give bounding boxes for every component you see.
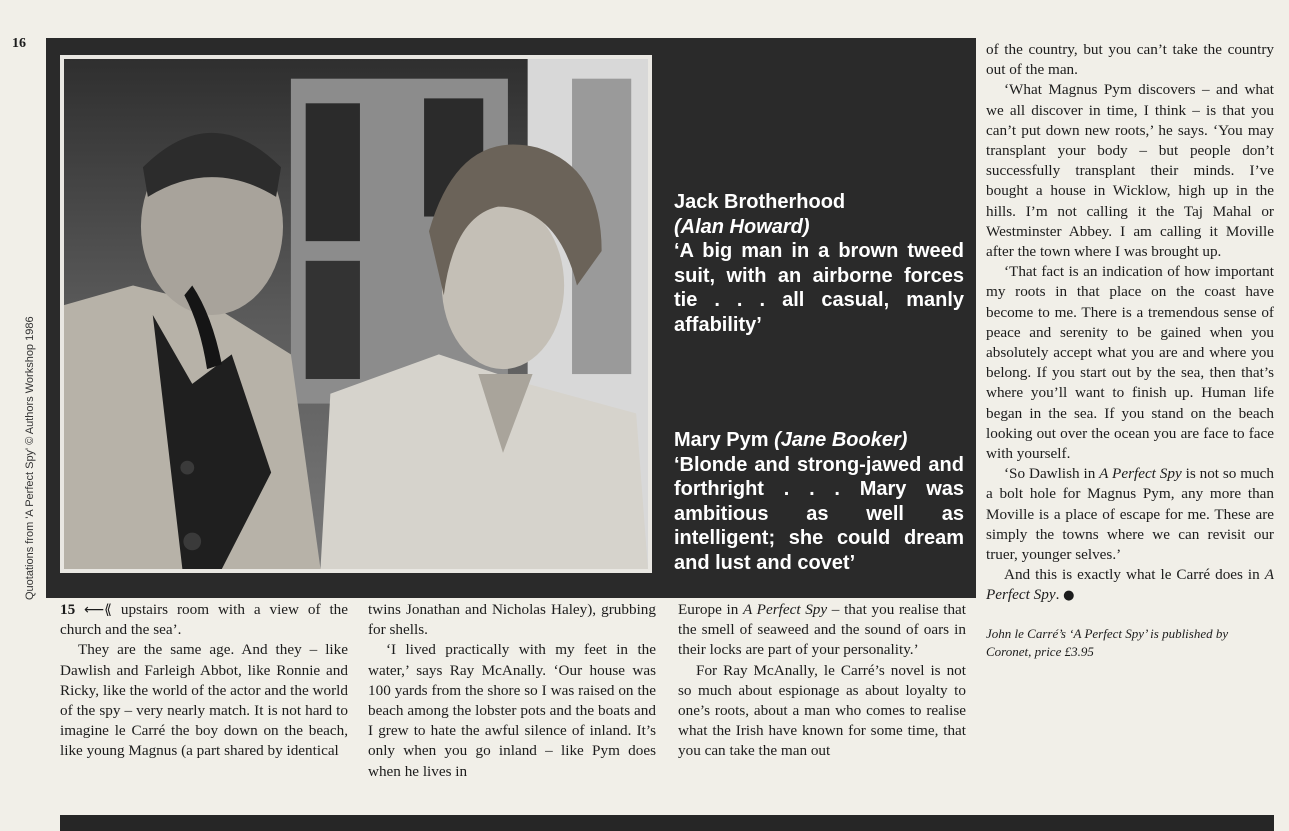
paragraph-text: Europe in (678, 601, 744, 618)
article-paragraph: ‘What Magnus Pym discovers – and what we all discover in time, I think – is that you can’t put down new roots,’ he says. ‘You may transplant your body – but people don’t successfully transplant their minds. I’ve bought a house in Wicklow, high up in the hills. I’m not calling it the Taj Mahal or Westminster Abbey. I am calling it Moville after the town where I was brought up. (986, 81, 1274, 261)
article-paragraph: They are the same age. And they – like Dawlish and Farleigh Abbot, like Ronnie and Ricky, like the world of the actor and the world of the spy – very nearly match. It is not hard to imagine le Carré the boy down on the beach, like young Magnus (a part shared by identical (60, 641, 348, 760)
article-paragraph: For Ray McAnally, le Carré’s novel is not so much about espionage as about loyalty to one’s roots, about a man who comes to realise what the Irish have known for some time, that you can take the man out (678, 661, 966, 760)
article-paragraph: of the country, but you can’t take the country out of the man. (986, 41, 1274, 79)
article-paragraph (986, 565, 1274, 606)
article-column-4 (986, 40, 1274, 661)
article-paragraph: ‘I lived practically with my feet in the water,’ says Ray McAnally. ‘Our house was 100 yards from the shore so I was raised on the beach among the lobster pots and the boats and I grew to hate the awful silence of inland. It’s only when you go inland – like Pym does when he lives in (368, 641, 656, 780)
article-paragraph (678, 600, 966, 661)
photo-credit: Quotations from 'A Perfect Spy' © Authors Workshop 1986 (24, 316, 36, 600)
book-title: A Perfect Spy (986, 566, 1274, 604)
caption-character-line (674, 428, 964, 453)
caption-quote: ‘Blonde and strong-jawed and forthright . . . Mary was ambitious as well as intelligent; she could dream and lust and covet’ (674, 453, 964, 574)
cast-photo (60, 55, 652, 573)
cast-photo-illustration (64, 59, 648, 569)
paragraph-text: ‘So Dawlish in (1004, 465, 1100, 483)
caption-character-name: Jack Brotherhood (674, 191, 846, 213)
continued-from-page: 15 (60, 601, 76, 618)
page-number: 16 (12, 36, 26, 51)
article-column-3 (678, 600, 966, 762)
caption-character-name: Mary Pym (674, 429, 769, 451)
article-paragraph (60, 600, 348, 640)
end-of-article-icon: ● (1063, 588, 1075, 604)
caption-quote: ‘A big man in a brown tweed suit, with an airborne forces tie . . . all casual, manly affability’ (674, 240, 964, 336)
bottom-rule (60, 815, 1274, 831)
paragraph-text: is not so much a bolt hole for Magnus Pym, any more than Moville is a place of escape for me. These are simply the towns where we can revisit our truer, younger selves.’ (986, 465, 1275, 564)
book-title: A Perfect Spy (1099, 465, 1182, 483)
article-paragraph: ‘That fact is an indication of how important my roots in that place on the coast have become to me. There is a tremendous sense of peace and serenity to be gained when you absolutely accept what you are and where you belong. If you start out by the sea, then that’s where you’ll want to finish up. Human life began in the sea. If you stand on the beach looking out over the ocean you are face to face with yourself. (986, 263, 1274, 463)
paragraph-text: And this is exactly what le Carré does in (1004, 566, 1265, 584)
caption-actor-name: (Jane Booker) (774, 429, 908, 451)
article-column-1 (60, 600, 348, 762)
article-column-2 (368, 600, 656, 782)
article-paragraph (986, 464, 1274, 565)
continued-arrow-icon: ⟵⟪ (84, 602, 112, 618)
paragraph-text: – that you realise that the smell of seaweed and the sound of oars in their locks are part of your personality.’ (678, 601, 967, 659)
book-title: A Perfect Spy (743, 601, 828, 618)
caption-actor-name: (Alan Howard) (674, 215, 810, 238)
paragraph-text: . (1055, 586, 1060, 604)
article-paragraph: twins Jonathan and Nicholas Haley), grubbing for shells. (368, 601, 656, 639)
publication-credit: John le Carré’s ‘A Perfect Spy’ is published by Coronet, price £3.95 (986, 625, 1229, 659)
paragraph-text: upstairs room with a view of the church and the sea’. (60, 601, 349, 639)
caption-mary-pym (674, 428, 964, 575)
caption-jack-brotherhood (674, 190, 964, 337)
